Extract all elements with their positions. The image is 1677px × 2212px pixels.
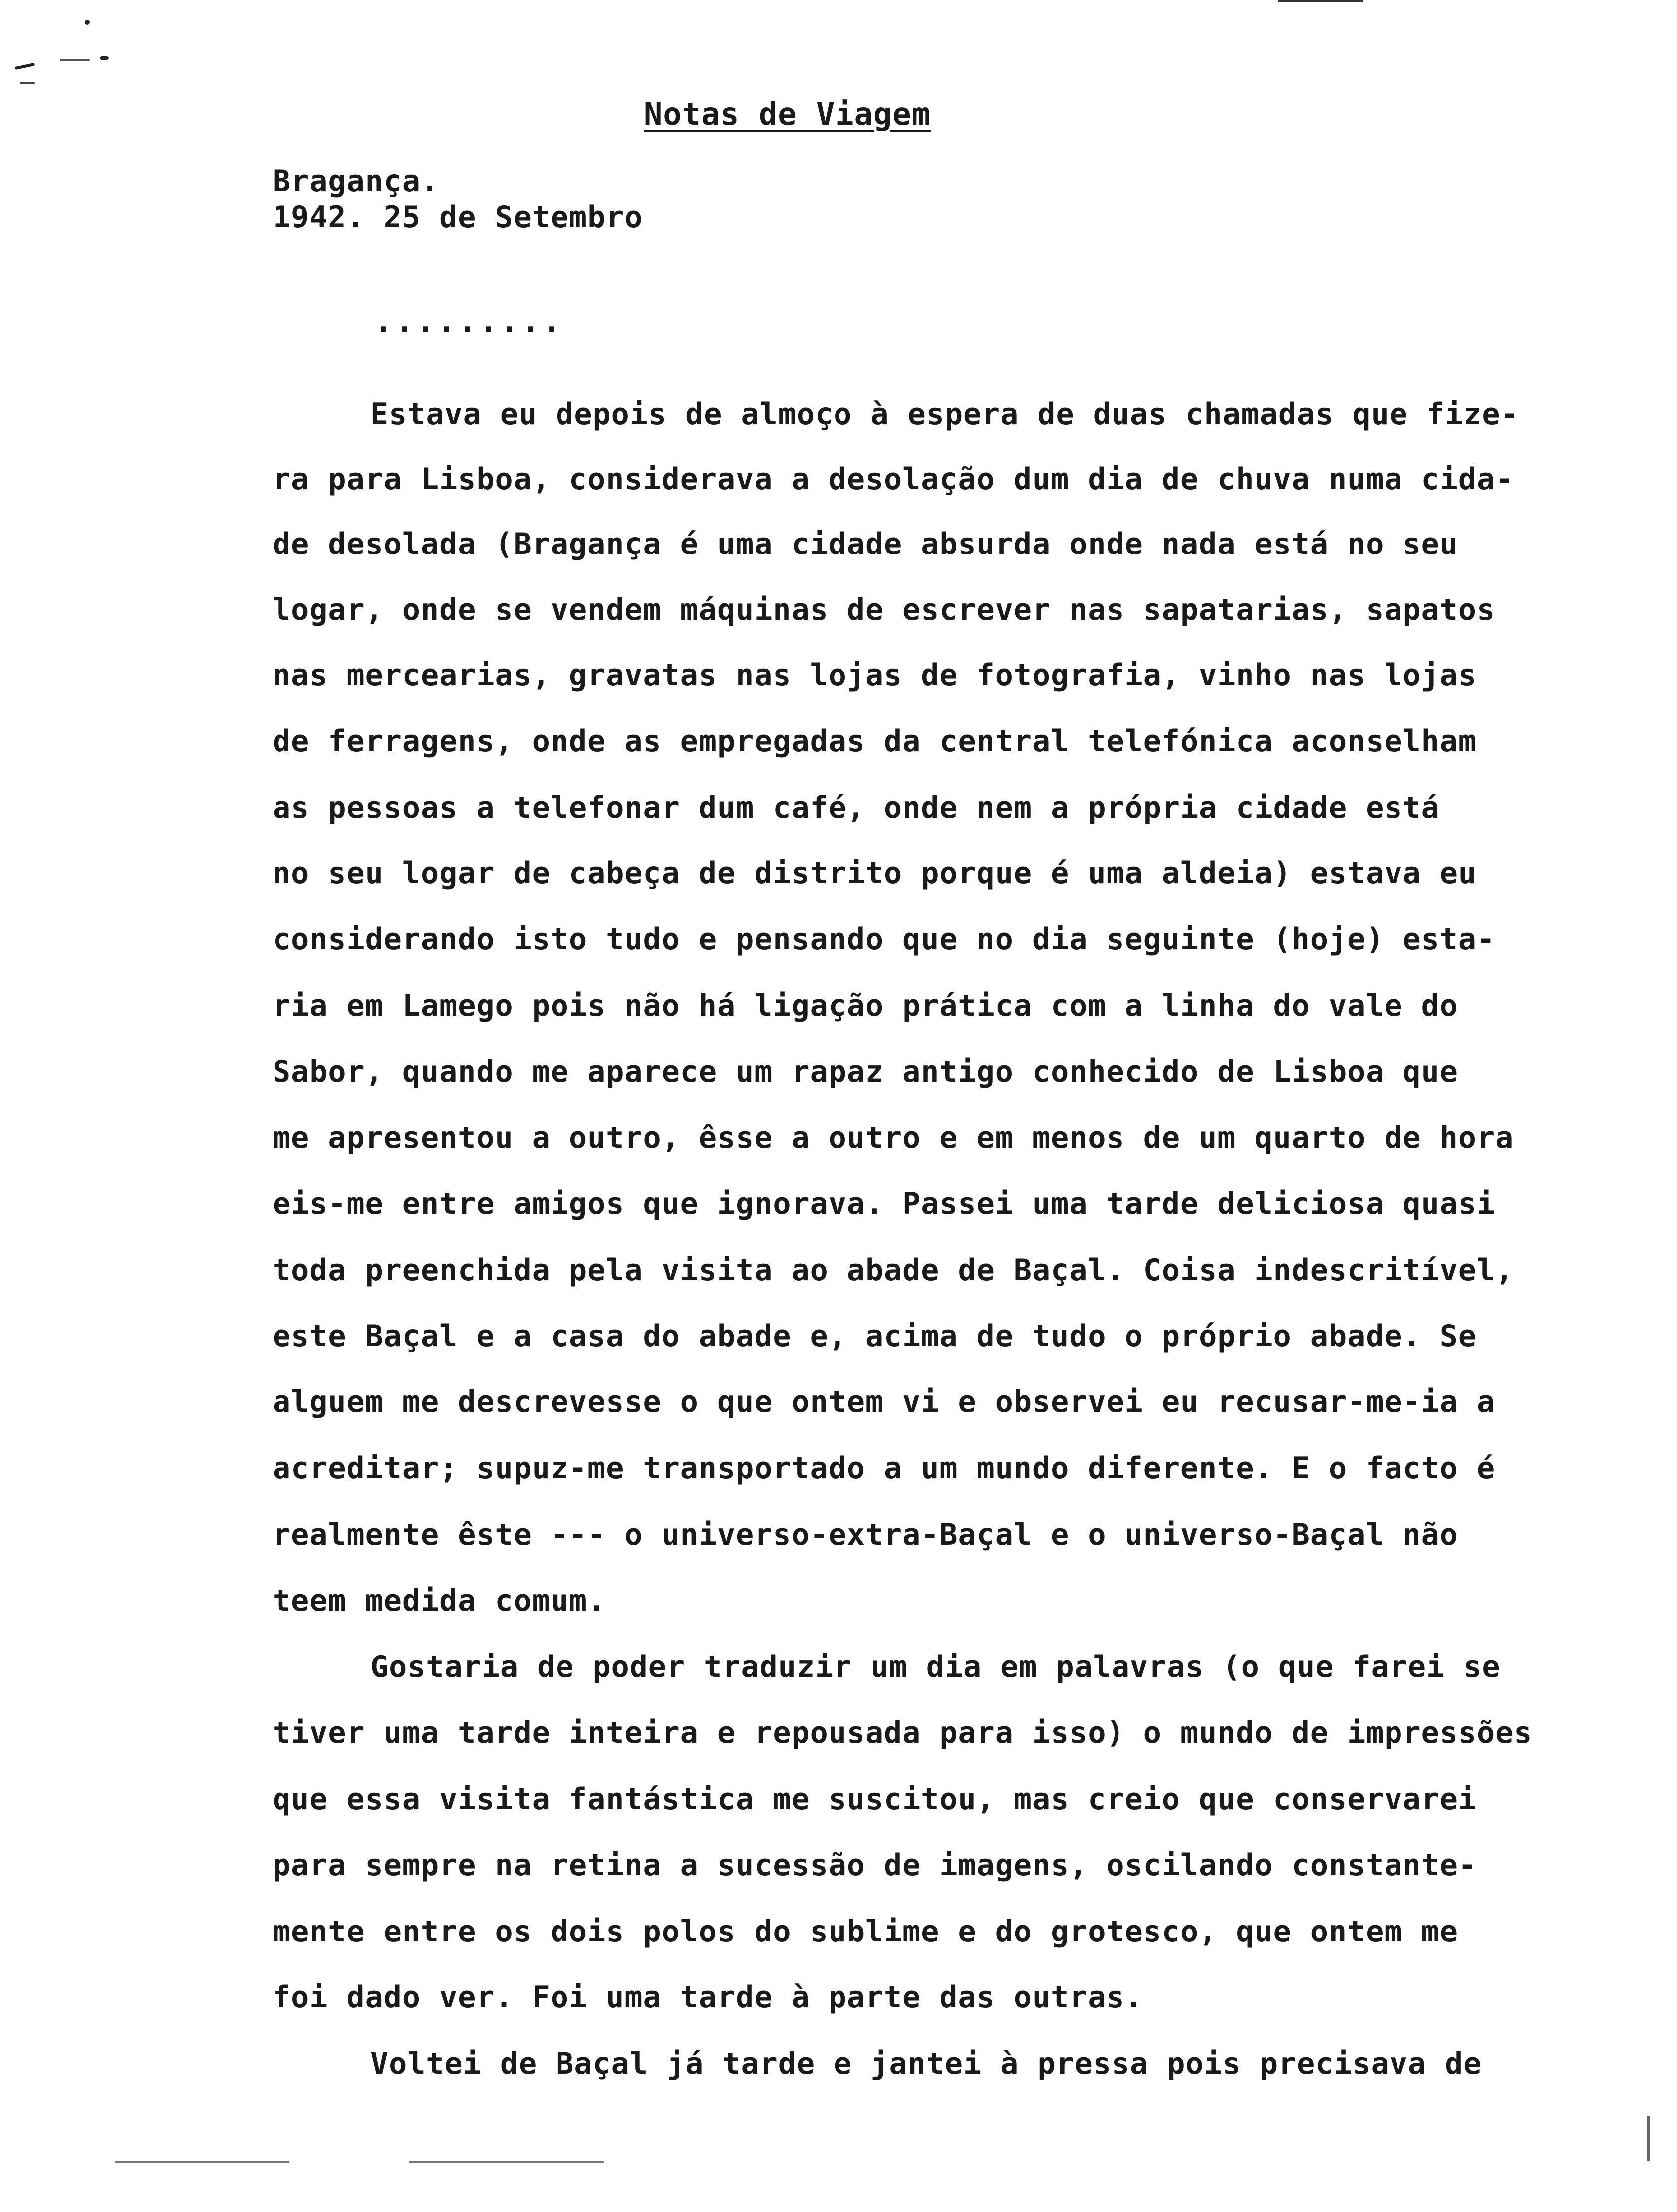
text-line: tiver uma tarde inteira e repousada para isso) o mundo de impressões (273, 1715, 1533, 1750)
text-line: toda preenchida pela visita ao abade de Baçal. Coisa indescritível, (273, 1253, 1514, 1288)
text-line: Sabor, quando me aparece um rapaz antigo conhecido de Lisboa que (273, 1054, 1458, 1089)
text-line: acreditar; supuz-me transportado a um mundo diferente. E o facto é (273, 1451, 1496, 1486)
text-line: Voltei de Baçal já tarde e jantei à pressa pois precisava de (370, 2046, 1482, 2081)
ink-speck (85, 20, 90, 25)
place-line: Bragança. (273, 164, 440, 199)
text-line: ra para Lisboa, considerava a desolação dum dia de chuva numa cida- (273, 462, 1514, 497)
text-line: de desolada (Bragança é uma cidade absurda onde nada está no seu (273, 527, 1458, 561)
document-title: Notas de Viagem (644, 96, 931, 132)
separator-dots: ......... (374, 304, 564, 339)
scan-edge-mark (1278, 0, 1363, 2)
bottom-scan-line (409, 2161, 604, 2163)
bottom-scan-line (115, 2161, 289, 2163)
ink-speck (60, 59, 90, 61)
text-line: para sempre na retina a sucessão de imagens, oscilando constante- (273, 1848, 1477, 1883)
text-line: eis-me entre amigos que ignorava. Passei uma tarde deliciosa quasi (273, 1186, 1496, 1221)
text-line: me apresentou a outro, êsse a outro e em menos de um quarto de hora (273, 1120, 1514, 1155)
date-line: 1942. 25 de Setembro (273, 200, 643, 235)
text-line: alguem me descrevesse o que ontem vi e observei eu recusar-me-ia a (273, 1384, 1496, 1419)
text-line: as pessoas a telefonar dum café, onde nem a própria cidade está (273, 790, 1440, 825)
text-line: Estava eu depois de almoço à espera de duas chamadas que fize- (370, 397, 1519, 432)
text-line: mente entre os dois polos do sublime e do grotesco, que ontem me (273, 1914, 1458, 1949)
text-line: nas mercearias, gravatas nas lojas de fotografia, vinho nas lojas (273, 658, 1477, 693)
text-line: este Baçal e a casa do abade e, acima de tudo o próprio abade. Se (273, 1319, 1477, 1354)
text-line: ria em Lamego pois não há ligação prática com a linha do vale do (273, 988, 1458, 1023)
scan-edge-mark (1647, 2116, 1650, 2161)
text-line: realmente êste --- o universo-extra-Baçal e o universo-Baçal não (273, 1517, 1458, 1552)
text-line: teem medida comum. (273, 1583, 606, 1618)
ink-speck (15, 63, 35, 70)
text-line: Gostaria de poder traduzir um dia em palavras (o que farei se (370, 1650, 1501, 1684)
ink-speck (100, 56, 109, 60)
text-line: no seu logar de cabeça de distrito porque é uma aldeia) estava eu (273, 856, 1477, 891)
ink-speck (20, 82, 35, 84)
text-line: de ferragens, onde as empregadas da central telefónica aconselham (273, 724, 1477, 759)
text-line: considerando isto tudo e pensando que no dia seguinte (hoje) esta- (273, 922, 1496, 957)
text-line: que essa visita fantástica me suscitou, mas creio que conservarei (273, 1782, 1477, 1817)
text-line: foi dado ver. Foi uma tarde à parte das outras. (273, 1980, 1143, 2015)
text-line: logar, onde se vendem máquinas de escrever nas sapatarias, sapatos (273, 592, 1496, 627)
